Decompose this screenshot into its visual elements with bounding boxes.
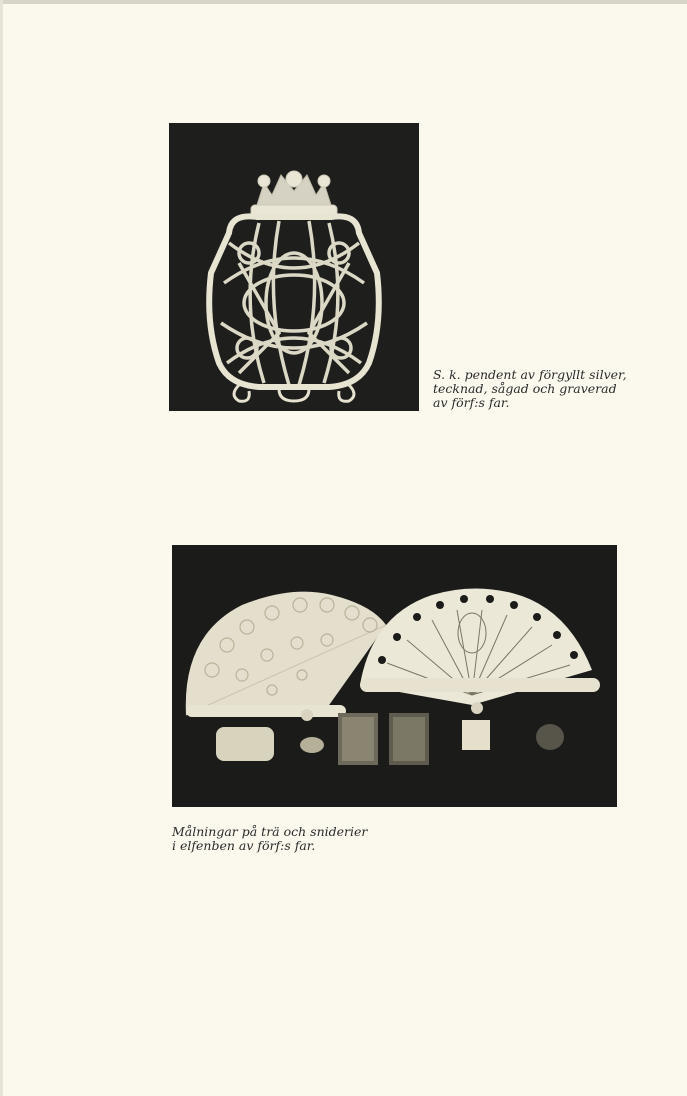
caption-line: tecknad, sågad och graverad bbox=[433, 381, 617, 396]
caption-line: i elfenben av förf:s far. bbox=[172, 838, 316, 853]
page-left-edge bbox=[0, 0, 3, 1096]
page-top-edge bbox=[0, 0, 687, 4]
fans-caption bbox=[172, 825, 367, 853]
fans-photo bbox=[172, 545, 617, 807]
caption-line: S. k. pendent av förgyllt silver, bbox=[433, 367, 627, 382]
pendant-caption bbox=[433, 368, 627, 410]
caption-line: Målningar på trä och sniderier bbox=[172, 824, 368, 839]
pendant-photo bbox=[169, 123, 419, 411]
caption-line: av förf:s far. bbox=[433, 395, 510, 410]
